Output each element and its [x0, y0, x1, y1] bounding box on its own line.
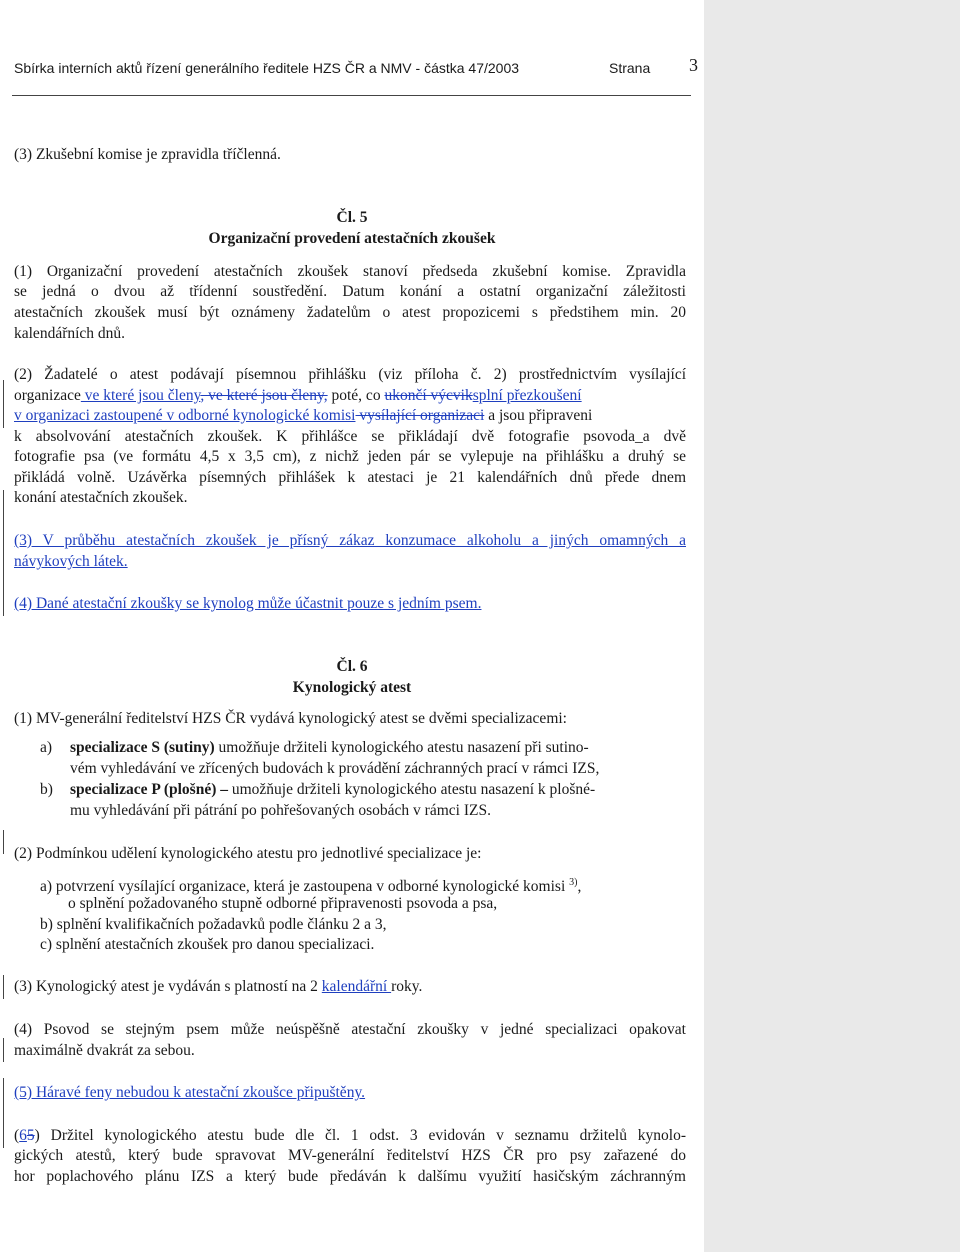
inserted-text: ve které jsou členy [80, 387, 201, 404]
art6-p4-line1: (4) Psovod se stejným psem může neúspěšně atestační zkoušky v jedné specializaci opakovat [14, 1021, 686, 1038]
text-run: umožňuje držiteli kynologického atestu nasazení k plošné- [228, 781, 596, 798]
text-run: a) potvrzení vysílající organizace, která je zastoupena v odborné kynologické komisi [40, 878, 566, 896]
text-run: ( [14, 1127, 20, 1144]
comment-margin [704, 0, 960, 1252]
art6-heading: Čl. 6 [336, 658, 368, 675]
art6-p2-item-a-line2: o splnění požadovaného stupně odborné připravenosti psovoda a psa, [68, 895, 498, 912]
deleted-text: 5 [26, 1127, 35, 1144]
header-page-number: 3 [689, 55, 698, 75]
art6-p4-line2: maximálně dvakrát za sebou. [14, 1042, 195, 1059]
text-run: umožňuje držiteli kynologického atestu nasazení při sutino- [214, 739, 589, 756]
art4-paragraph-3: (3) Zkušební komise je zpravidla tříčlenná. [14, 146, 281, 163]
change-bar [3, 490, 4, 616]
art6-p6-line3: hor poplachového plánu IZS a který bude předáván k dalšímu využití hasičským záchranným [14, 1168, 686, 1185]
art6-item-a-line1 [70, 737, 589, 758]
inserted-text: 6 [19, 1127, 27, 1144]
art5-p2-line1: (2) Žadatelé o atest podávají písemnou přihlášku (viz příloha č. 2) prostřednictvím vysílající [14, 366, 686, 383]
art6-p5: (5) Háravé feny nebudou k atestační zkoušce připuštěny. [14, 1084, 366, 1101]
art5-p2-line4: k absolvování atestačních zkoušek. K přihlášce se přikládají dvě fotografie psovoda_a dvě [14, 428, 686, 445]
art5-p2-line5: fotografie psa (ve formátu 4,5 x 3,5 cm), z nichž jeden pár se vylepuje na přihlášku a druhý se [14, 448, 686, 465]
deleted-text: , ve které jsou členy, [200, 387, 328, 404]
header-title: Sbírka interních aktů řízení generálního ředitele HZS ČR a NMV - částka 47/2003 [14, 60, 520, 76]
art5-title: Organizační provedení atestačních zkoušek [208, 230, 496, 247]
text-run: organizace [14, 387, 81, 404]
change-bar [3, 1038, 4, 1062]
art6-item-b-line2: mu vyhledávání při pátrání po pohřešovaných osobách v rámci IZS. [70, 802, 491, 819]
change-bar [3, 975, 4, 999]
text-run: poté, co [327, 387, 385, 404]
art6-p6-line1 [14, 1125, 686, 1146]
text-run: a jsou připraveni [484, 407, 593, 424]
page-header [14, 55, 698, 80]
art5-p1-line4: kalendářních dnů. [14, 325, 126, 342]
art5-heading: Čl. 5 [336, 209, 368, 226]
inserted-text: v organizaci zastoupené v odborné kynologické komisi [14, 407, 356, 424]
header-strana-label: Strana [609, 60, 651, 76]
deleted-text: vysílající organizaci [355, 407, 485, 424]
art5-p2-line6: přikládá volně. Uzávěrka písemných přihlášek k atestaci je 21 kalendářních dnů přede dnem [14, 469, 686, 486]
art6-item-b-line1 [70, 779, 595, 800]
art5-p2-line3 [14, 405, 592, 426]
list-label-a: a) [40, 739, 53, 756]
art6-title: Kynologický atest [292, 679, 412, 696]
text-run: ) Držitel kynologického atestu bude dle čl. 1 odst. 3 evidován v seznamu držitelů kynolo- [34, 1127, 686, 1144]
art6-p1: (1) MV-generální ředitelství HZS ČR vydává kynologický atest se dvěmi specializacemi: [14, 710, 567, 727]
art6-p3 [14, 976, 422, 997]
art6-item-a-line2: vém vyhledávání ve zřícených budovách k provádění záchranných prací v rámci IZS, [70, 760, 600, 777]
deleted-text: ukončí výcvik [384, 387, 473, 404]
inserted-text: splní přezkoušení [472, 387, 582, 404]
text-run: (3) Kynologický atest je vydáván s platností na 2 [14, 978, 322, 995]
art5-p2-line2 [14, 385, 582, 406]
art6-p2-item-b: b) splnění kvalifikačních požadavků podle článku 2 a 3, [40, 916, 387, 933]
change-bar [3, 1078, 4, 1148]
art6-p6-line2: gických atestů, který bude spravovat MV-generální ředitelství HZS ČR pro psy zařazené do [14, 1147, 686, 1164]
spec-s-label: specializace S (sutiny) [70, 739, 215, 756]
art5-p3-line2: návykových látek. [14, 553, 128, 570]
list-label-b: b) [40, 781, 53, 798]
art6-p2-item-c: c) splnění atestačních zkoušek pro danou specializaci. [40, 936, 375, 953]
art5-p2-line7: konání atestačních zkoušek. [14, 489, 188, 506]
art6-p2: (2) Podmínkou udělení kynologického atestu pro jednotlivé specializace je: [14, 845, 482, 862]
inserted-text: kalendářní [321, 978, 392, 995]
spec-p-label: specializace P (plošné) – [70, 781, 228, 798]
art5-p4: (4) Dané atestační zkoušky se kynolog může účastnit pouze s jedním psem. [14, 595, 482, 612]
footnote-ref: 3) [569, 877, 578, 888]
art5-p1-line2: se jedná o dvou až třídenní soustředění. Datum konání a ostatní organizační záležitosti [14, 283, 686, 300]
text-run: , [577, 878, 582, 896]
text-run: roky. [391, 978, 423, 995]
art5-p3-line1: (3) V průběhu atestačních zkoušek je přísný zákaz konzumace alkoholu a jiných omamných a [14, 532, 686, 549]
art5-p1-line1: (1) Organizační provedení atestačních zkoušek stanoví předseda zkušební komise. Zpravidla [14, 263, 686, 280]
change-bar [3, 380, 4, 428]
art5-p1-line3: atestačních zkoušek musí být oznámeny žadatelům o atest propozicemi s předstihem min. 20 [14, 304, 686, 321]
change-bar [3, 830, 4, 854]
header-rule [12, 95, 691, 96]
